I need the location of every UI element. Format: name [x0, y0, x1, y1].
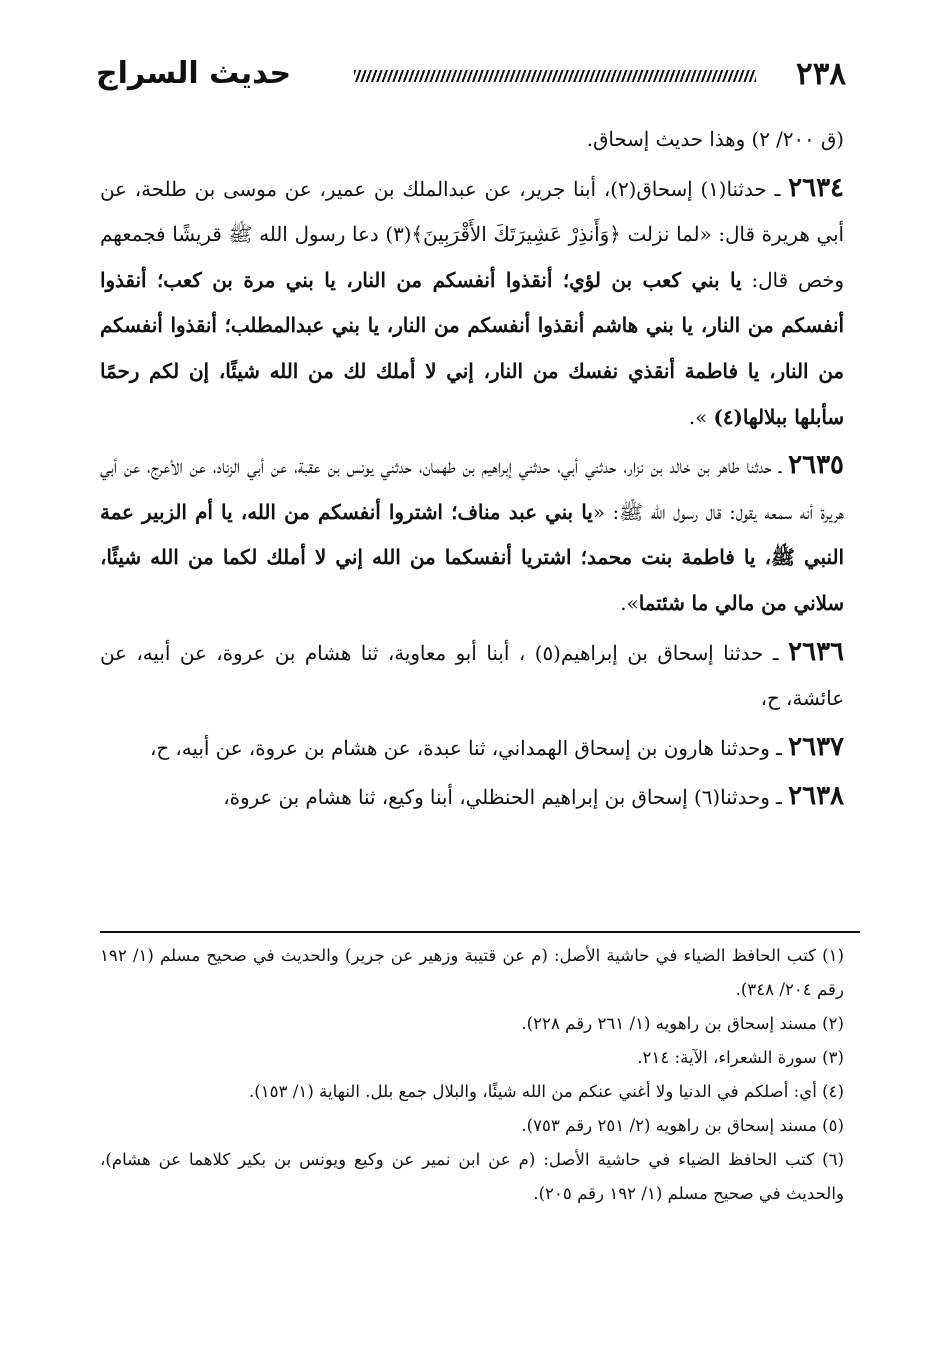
- hadith-number: ٢٦٣٤: [788, 172, 845, 203]
- footnote: (٣) سورة الشعراء، الآية: ٢١٤.: [637, 1048, 844, 1067]
- hadith-text: يا بني كعب بن لؤي؛ أنقذوا أنفسكم من النار، يا بني مرة بن كعب؛ أنقذوا أنفسكم من النار، يا بني هاشم أنقذوا أنفسكم من النار، يا بني عبدالمطلب؛ أنقذوا أنفسكم من النار، يا فاطمة أنقذي نفسك من النار، إني لا أملك لك من الله شيئًا، إن لكم رحمًا سأبلها ببلالها(٤): [100, 267, 844, 429]
- hadith-entry: [100, 166, 844, 441]
- isnad-text: ـ وحدثنا(٦) إسحاق بن إبراهيم الحنظلي، أبنا وكيع، ثنا هشام بن عروة،: [223, 786, 789, 810]
- paragraph-intro: [100, 117, 844, 163]
- footnote-separator: [100, 931, 860, 933]
- footnote: (٤) أي: أصلكم في الدنيا ولا أغني عنكم من الله شيئًا، والبلال جمع بلل. النهاية (١/ ١٥٣).: [249, 1082, 844, 1101]
- footnote: (١) كتب الحافظ الضياء في حاشية الأصل: (م عن قتيبة وزهير عن جرير) والحديث في صحيح مسلم (١/ ١٩٢ رقم ٢٠٤/ ٣٤٨).: [100, 946, 844, 999]
- main-text: [100, 117, 844, 824]
- hadith-number: ٢٦٣٧: [788, 731, 844, 762]
- isnad-text: ـ وحدثنا هارون بن إسحاق الهمداني، ثنا عبدة، عن هشام بن عروة، عن أبيه، ح،: [149, 736, 789, 760]
- hadith-text: يا بني عبد مناف؛ اشتروا أنفسكم من الله، يا أم الزبير عمة النبي ﷺ، يا فاطمة بنت محمد؛ اشتريا أنفسكما من الله إني لا أملك لكما من الله شيئًا، سلاني من مالي ما شئتما: [100, 499, 844, 615]
- hadith-number: ٢٦٣٨: [788, 781, 844, 812]
- footnote: (٥) مسند إسحاق بن راهويه (٢/ ٢٥١ رقم ٧٥٣).: [521, 1116, 844, 1135]
- isnad-text: ـ حدثنا طاهر بن خالد بن نزار، حدثني أبي، حدثني إبراهيم بن طهمان، حدثني يونس بن عقبة، عن أبي الزناد، عن الأعرج، عن أبي هريرة أنه سمعه يقول: قال رسول الله ﷺ: «: [100, 455, 844, 524]
- header-rule-decoration: [354, 70, 756, 82]
- isnad-text: ـ حدثنا(١) إسحاق(٢)، أبنا جرير، عن عبدالملك بن عمير، عن موسى بن طلحة، عن أبي هريرة قال: «لما نزلت ﴿وَأَنذِرْ عَشِيرَتَكَ الأَقْرَبِينَ﴾(٣) دعا رسول الله ﷺ قريشًا فجمعهم وخص قال:: [100, 177, 844, 292]
- hadith-entry: [100, 774, 844, 821]
- footnote: (٢) مسند إسحاق بن راهويه (١/ ٢٦١ رقم ٢٢٨).: [521, 1014, 844, 1033]
- hadith-number: ٢٦٣٥: [788, 450, 844, 481]
- closing-text: ».: [688, 405, 714, 429]
- page-header: [96, 56, 846, 96]
- footnotes: [100, 939, 844, 1211]
- hadith-number: ٢٦٣٦: [788, 636, 844, 667]
- isnad-text: ـ حدثنا إسحاق بن إبراهيم(٥) ، أبنا أبو معاوية، ثنا هشام بن عروة، عن أبيه، عن عائشة، ح،: [100, 641, 844, 711]
- running-title: حديث السراج: [96, 56, 292, 91]
- footnote: (٦) كتب الحافظ الضياء في حاشية الأصل: (م عن ابن نمير عن وكيع ويونس بن بكير كلاهما عن هشام)، والحديث في صحيح مسلم (١/ ١٩٢ رقم ٢٠٥).: [100, 1150, 844, 1203]
- hadith-entry: [100, 725, 844, 772]
- paragraph-text: (ق ٢٠٠/ ٢) وهذا حديث إسحاق.: [586, 128, 844, 151]
- hadith-entry: [100, 443, 844, 626]
- closing-text: ».: [620, 591, 639, 615]
- hadith-entry: [100, 630, 844, 722]
- page-number: ٢٣٨: [796, 56, 846, 92]
